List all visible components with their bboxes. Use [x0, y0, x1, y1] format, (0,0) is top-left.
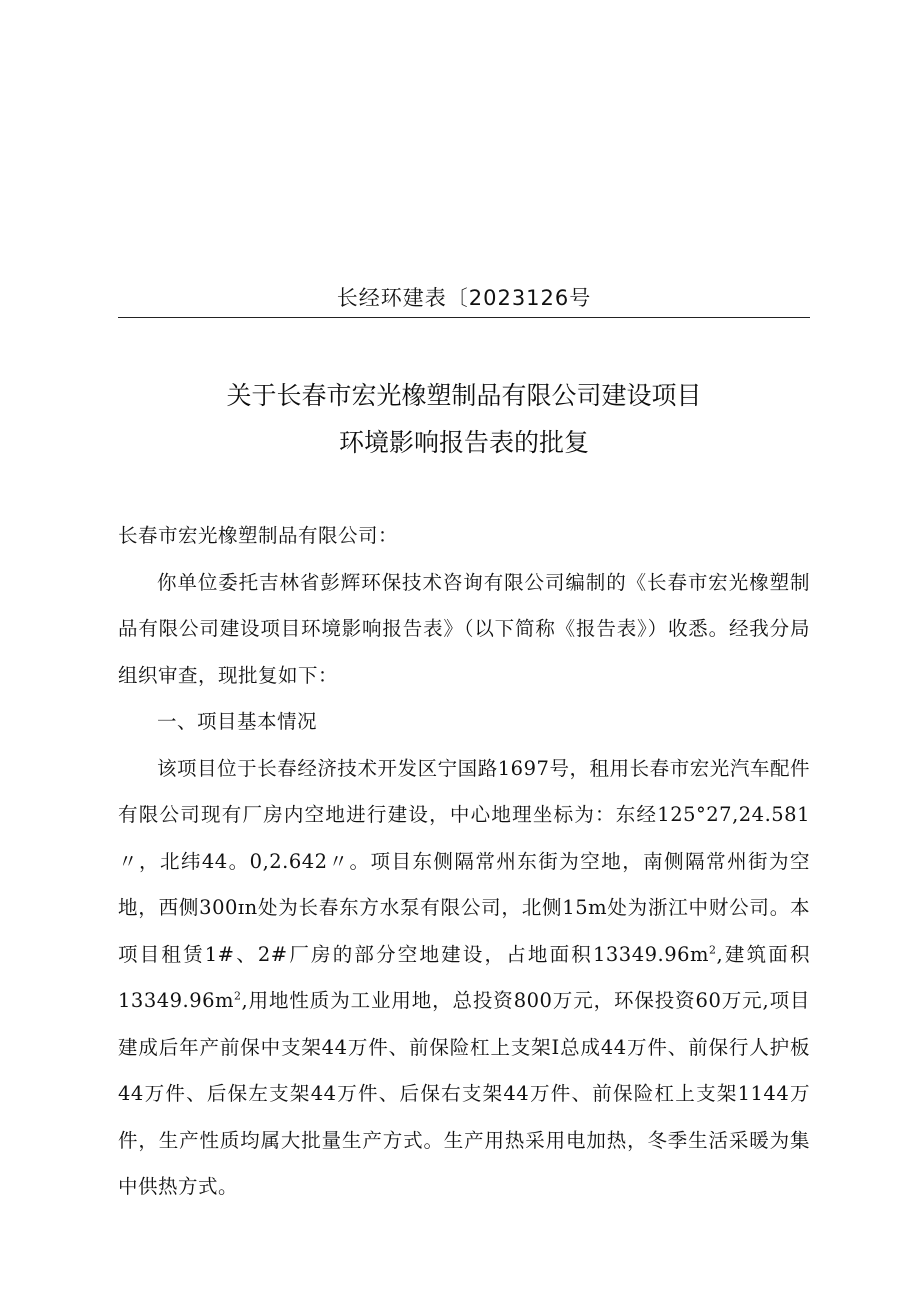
section1-heading: 一、项目基本情况	[157, 710, 318, 733]
section1-text-part1: 该项目位于长春经济技术开发区宁国路1697号，租用长春市宏光汽车配件有限公司现有厂房内空地进行建设，中心地理坐标为：东经125°27,24.581〃，北纬44。0,2.642〃。项目东侧隔常州东街为空地，南侧隔常州街为空地，西侧300ɪn处为长春东方水泵有限公司，北侧15m处为浙江中财公司。本项目租赁1#、2#厂房的部分空地建设，占地面积13349.96m	[118, 756, 810, 966]
area-unit-superscript-1: 2	[709, 943, 717, 956]
document-number: 长经环建表〔2023126号	[336, 286, 592, 310]
section1-paragraph	[118, 746, 810, 1211]
intro-paragraph: 你单位委托吉林省彭辉环保技术咨询有限公司编制的《长春市宏光橡塑制品有限公司建设项目环境影响报告表》（以下简称《报告表》）收悉。经我分局组织审查，现批复如下：	[118, 570, 810, 687]
section1-text-part3: ,用地性质为工业用地，总投资800万元，环保投资60万元,项目建成后年产前保中支架44万件、前保险杠上支架Ⅰ总成44万件、前保行人护板44万件、后保左支架44万件、后保右支架44万件、前保险杠上支架1144万件，生产性质均属大批量生产方式。生产用热采用电加热，冬季生活采暖为集中供热方式。	[118, 989, 810, 1198]
header-divider	[118, 317, 810, 318]
document-title-line1: 关于长春市宏光橡塑制品有限公司建设项目	[226, 381, 702, 410]
area-unit-superscript-2: 2	[234, 989, 242, 1003]
addressee: 长春市宏光橡塑制品有限公司：	[118, 524, 399, 547]
document-body	[118, 513, 810, 1211]
document-title-line2: 环境影响报告表的批复	[338, 428, 589, 457]
section1-text-part2: ,建筑面积13349.96m	[118, 942, 810, 1012]
